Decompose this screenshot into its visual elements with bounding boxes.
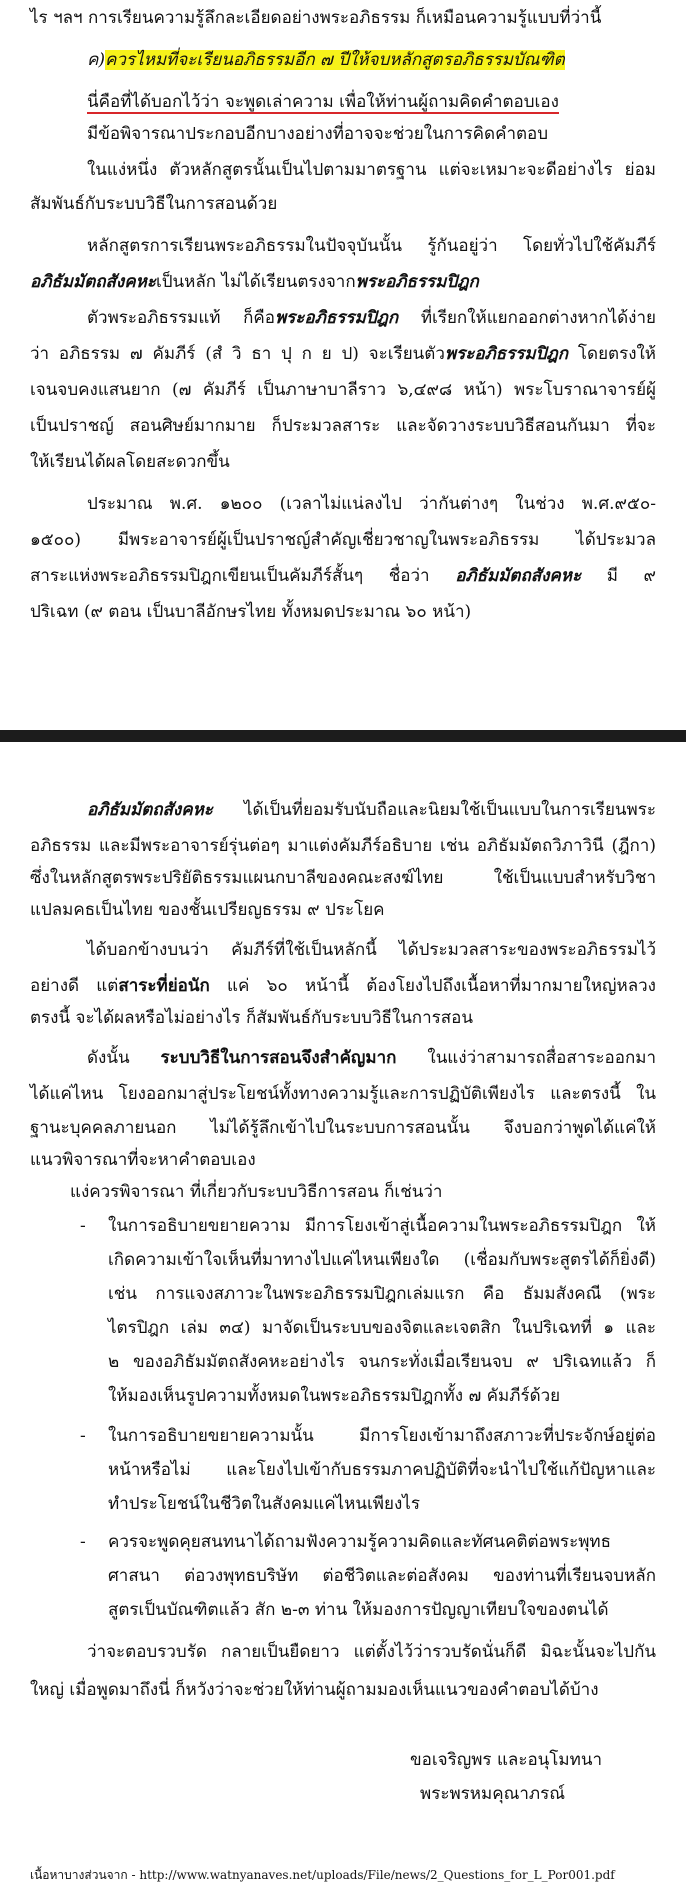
paragraph-line: ไร ฯลฯ การเรียนความรู้ลึกละเอียดอย่างพระอภิธรรม ก็เหมือนความรู้แบบที่ว่านี้ [30,8,602,28]
paragraph-line: ตัวพระอภิธรรมแท้ ก็คือพระอภิธรรมปิฎก ที่เรียกให้แยกออกต่างหากได้ง่าย [87,308,656,328]
paragraph-line: สัมพันธ์กับระบบวิธีในการสอนด้วย [30,194,278,214]
list-item-line: ทำประโยชน์ในชีวิตในสังคมแค่ไหนเพียงไร [108,1494,420,1514]
list-item-line: ในการอธิบายขยายความ มีการโยงเข้าสู่เนื้อความในพระอภิธรรมปิฎก ให้ [108,1216,656,1236]
paragraph-line: ดังนั้น ระบบวิธีในการสอนจึงสำคัญมาก ในแง่ว่าสามารถสื่อสาระออกมา [87,1048,656,1068]
paragraph-line: ปริเฉท (๙ ตอน เป็นบาลีอักษรไทย ทั้งหมดประมาณ ๖๐ หน้า) [30,602,472,622]
question-prefix: ค) [87,50,106,70]
list-item-line: ศาสนา ต่อวงพุทธบริษัท ต่อชีวิตและต่อสังคม ของท่านที่เรียนจบหลัก [108,1566,656,1586]
document-page-1 [0,0,686,730]
highlighted-question: ควรไหมที่จะเรียนอภิธรรมอีก ๗ ปีให้จบหลักสูตรอภิธรรมบัณฑิต [105,50,565,70]
paragraph-line: ให้เรียนได้ผลโดยสะดวกขึ้น [30,452,230,472]
paragraph-line: หลักสูตรการเรียนพระอภิธรรมในปัจจุบันนั้น รู้กันอยู่ว่า โดยทั่วไปใช้คัมภีร์ [87,236,656,256]
paragraph-line: สาระแห่งพระอภิธรรมปิฎกเขียนเป็นคัมภีร์สั้นๆ ชื่อว่า อภิธัมมัตถสังคหะ มี ๙ [30,566,656,586]
paragraph-line: แนวพิจารณาที่จะหาคำตอบเอง [30,1150,256,1170]
paragraph-line: มีข้อพิจารณาประกอบอีกบางอย่างที่อาจจะช่วยในการคิดคำตอบ [87,124,549,144]
list-bullet: - [80,1426,86,1446]
paragraph-line: ประมาณ พ.ศ. ๑๒๐๐ (เวลาไม่แน่ลงไป ว่ากันต่างๆ ในช่วง พ.ศ.๙๕๐- [87,494,656,514]
paragraph-line: อภิธัมมัตถสังคหะเป็นหลัก ไม่ได้เรียนตรงจากพระอภิธรรมปิฎก [30,272,479,292]
signature-name: พระพรหมคุณาภรณ์ [420,1784,566,1804]
document-page-2 [0,742,686,1900]
paragraph-line: ใหญ่ เมื่อพูดมาถึงนี่ ก็หวังว่าจะช่วยให้ท่านผู้ถามมองเห็นแนวของคำตอบได้บ้าง [30,1680,599,1700]
list-item-line: หน้าหรือไม่ และโยงไปเข้ากับธรรมภาคปฏิบัติที่จะนำไปใช้แก้ปัญหาและ [108,1460,656,1480]
list-item-line: ให้มองเห็นรูปความทั้งหมดในพระอภิธรรมปิฎกทั้ง ๗ คัมภีร์ด้วย [108,1386,561,1406]
paragraph-line: อภิธัมมัตถสังคหะ ได้เป็นที่ยอมรับนับถือและนิยมใช้เป็นแบบในการเรียนพระ [87,800,656,820]
list-item-line: ควรจะพูดคุยสนทนาได้ถามฟังความรู้ความคิดและทัศนคติต่อพระพุทธ [108,1532,611,1552]
list-item-line: ไตรปิฎก เล่ม ๓๔) มาจัดเป็นระบบของจิตและเจตสิก ในปริเฉทที่ ๑ และ [108,1318,656,1338]
page-separator [0,730,686,742]
list-item-line: เช่น การแจงสภาวะในพระอภิธรรมปิฎกเล่มแรก คือ ธัมมสังคณี (พระ [108,1284,656,1304]
question-heading [87,42,565,78]
list-item-line: เกิดความเข้าใจเห็นที่มาทางไปแค่ไหนเพียงใด (เชื่อมกับพระสูตรได้ก็ยิ่งดี) [108,1250,656,1270]
list-item-line: ในการอธิบายขยายความนั้น มีการโยงเข้ามาถึงสภาวะที่ประจักษ์อยู่ต่อ [108,1426,656,1446]
list-item-line: ๒ ของอภิธัมมัตถสังคหะอย่างไร จนกระทั่งเมื่อเรียนจบ ๙ ปริเฉทแล้ว ก็ [108,1352,656,1372]
paragraph-line: เจนจบคงแสนยาก (๗ คัมภีร์ เป็นภาษาบาลีราว ๖,๔๙๘ หน้า) พระโบราณาจารย์ผู้ [30,380,656,400]
paragraph-line: ซึ่งในหลักสูตรพระปริยัติธรรมแผนกบาลีของคณะสงฆ์ไทย ใช้เป็นแบบสำหรับวิชา [30,868,656,888]
paragraph-line: ๑๕๐๐) มีพระอาจารย์ผู้เป็นปราชญ์สำคัญเชี่ยวชาญในพระอภิธรรม ได้ประมวล [30,530,656,550]
source-footer: เนื้อหาบางส่วนจาก - http://www.watnyanaves.net/uploads/File/news/2_Questions_for_L_Por001.pdf [30,1868,615,1882]
paragraph-line: ว่า อภิธรรม ๗ คัมภีร์ (สํ วิ ธา ปุ ก ย ป) จะเรียนตัวพระอภิธรรมปิฎก โดยตรงให้ [30,344,657,364]
paragraph-line: อภิธรรม และมีพระอาจารย์รุ่นต่อๆ มาแต่งคัมภีร์อธิบาย เช่น อภิธัมมัตถวิภาวินี (ฎีกา) [30,836,656,856]
paragraph-line: ในแง่หนึ่ง ตัวหลักสูตรนั้นเป็นไปตามมาตรฐาน แต่จะเหมาะจะดีอย่างไร ย่อม [87,160,656,180]
paragraph-line: ได้บอกข้างบนว่า คัมภีร์ที่ใช้เป็นหลักนี้ ได้ประมวลสาระของพระอภิธรรมไว้ [87,940,656,960]
underlined-line: นี่คือที่ได้บอกไว้ว่า จะพูดเล่าความ เพื่อให้ท่านผู้ถามคิดคำตอบเอง [87,92,559,112]
paragraph-line: เป็นปราชญ์ สอนศิษย์มากมาย ก็ประมวลสาระ และจัดวางระบบวิธีสอนกันมา ที่จะ [30,416,656,436]
paragraph-line: ฐานะบุคคลภายนอก ไม่ได้รู้ลึกเข้าไปในระบบการสอนนั้น จึงบอกว่าพูดได้แค่ให้ [30,1118,656,1138]
paragraph-line: แง่ควรพิจารณา ที่เกี่ยวกับระบบวิธีการสอน ก็เช่นว่า [70,1182,443,1202]
signature-closing: ขอเจริญพร และอนุโมทนา [410,1750,603,1770]
paragraph-line: แปลมคธเป็นไทย ของชั้นเปรียญธรรม ๙ ประโยค [30,900,385,920]
paragraph-line: ได้แค่ไหน โยงออกมาสู่ประโยชน์ทั้งทางความรู้และการปฏิบัติเพียงไร และตรงนี้ ใน [30,1084,656,1104]
list-item-line: สูตรเป็นบัณฑิตแล้ว สัก ๒-๓ ท่าน ให้มองการปัญญาเทียบใจของตนได้ [108,1600,609,1620]
paragraph-line: อย่างดี แต่สาระที่ย่อนัก แค่ ๖๐ หน้านี้ ต้องโยงไปถึงเนื้อหาที่มากมายใหญ่หลวง [30,976,656,996]
list-bullet: - [80,1532,86,1552]
paragraph-line: ตรงนี้ จะได้ผลหรือไม่อย่างไร ก็สัมพันธ์กับระบบวิธีในการสอน [30,1008,473,1028]
paragraph-line: ว่าจะตอบรวบรัด กลายเป็นยืดยาว แต่ตั้งไว้ว่ารวบรัดนั่นก็ดี มิฉะนั้นจะไปกัน [87,1642,656,1662]
list-bullet: - [80,1216,86,1236]
